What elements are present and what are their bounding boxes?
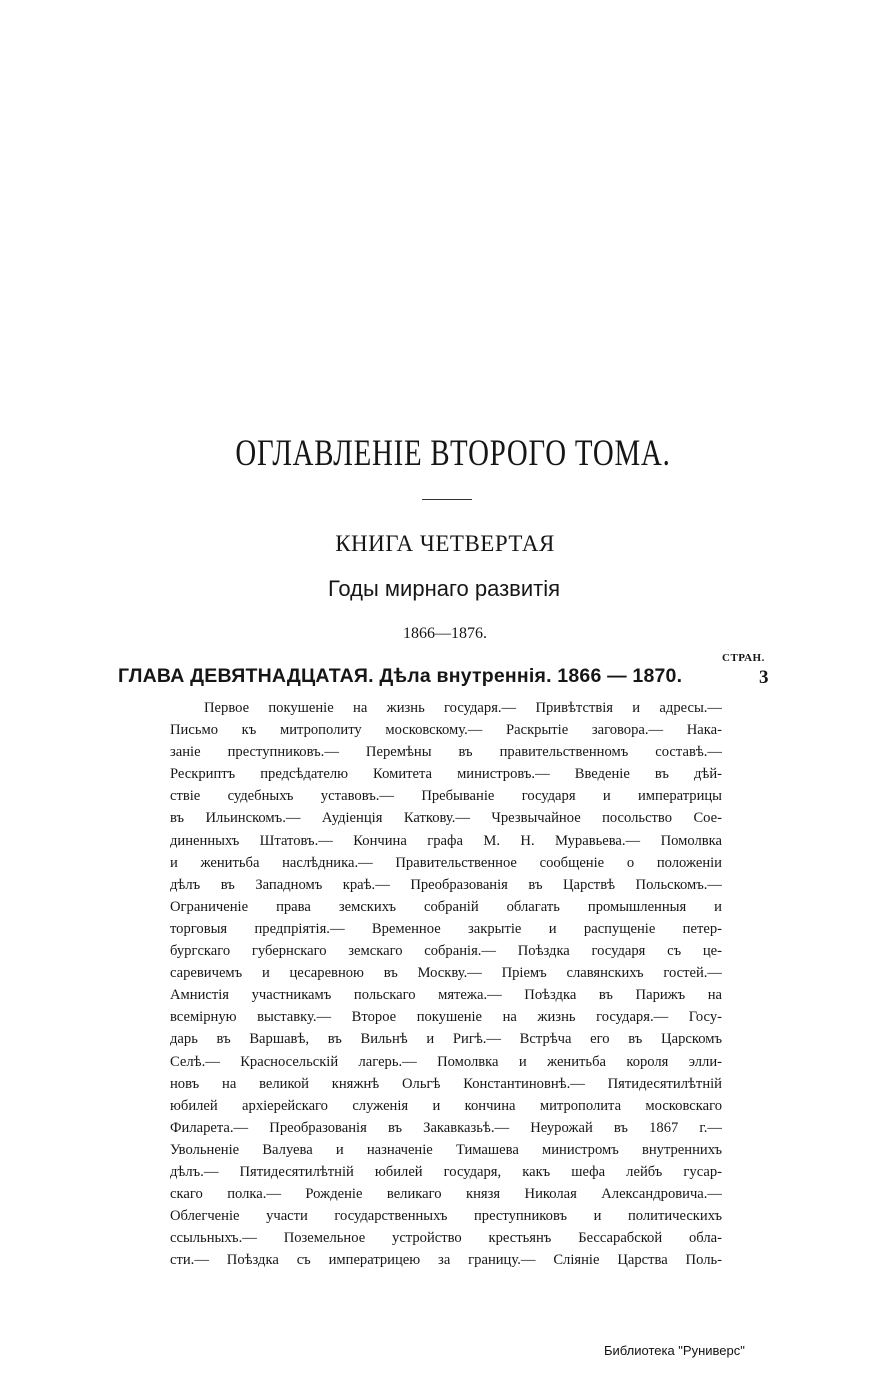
- library-credit: Библиотека "Руниверс": [604, 1343, 745, 1358]
- summary-line: Ограниченіе права земскихъ собраній облагать промышленныя и: [170, 898, 722, 915]
- volume-contents-title: ОГЛАВЛЕНІЕ ВТОРОГО ТОМА.: [235, 433, 671, 474]
- book-title: КНИГА ЧЕТВЕРТАЯ: [335, 531, 555, 556]
- chapter-heading: ГЛАВА ДЕВЯТНАДЦАТАЯ. Дѣла внутреннія. 1866 — 1870.: [118, 665, 683, 687]
- summary-line: Увольненіе Валуева и назначеніе Тимашева министромъ внутреннихъ: [170, 1141, 722, 1158]
- summary-line: Письмо къ митрополиту московскому.— Раскрытіе заговора.— Нака-: [170, 722, 722, 739]
- summary-line: Филарета.— Преобразованія въ Закавказьѣ.— Неурожай въ 1867 г.—: [170, 1119, 722, 1136]
- summary-line: всемірную выставку.— Второе покушеніе на жизнь государя.— Госу-: [170, 1009, 722, 1026]
- summary-line: саревичемъ и цесаревною въ Москву.— Пріемъ славянскихъ гостей.—: [170, 965, 722, 982]
- summary-line: новъ на великой княжнѣ Ольгѣ Константиновнѣ.— Пятидесятилѣтній: [170, 1075, 722, 1092]
- book-years: 1866—1876.: [403, 625, 487, 642]
- summary-line: дѣлъ.— Пятидесятилѣтній юбилей государя, какъ шефа лейбъ гусар-: [170, 1163, 722, 1180]
- summary-line: Первое покушеніе на жизнь государя.— Привѣтствія и адресы.—: [204, 700, 722, 716]
- title-divider: [422, 499, 472, 500]
- chapter-summary: [170, 697, 722, 1271]
- summary-line: бургскаго губернскаго земскаго собранія.— Поѣздка государя съ це-: [170, 943, 722, 960]
- summary-line: Рескриптъ предсѣдателю Комитета министровъ.— Введеніе въ дѣй-: [170, 766, 722, 783]
- summary-line: и женитьба наслѣдника.— Правительственное сообщеніе о положеніи: [170, 854, 722, 871]
- summary-line: дѣлъ въ Западномъ краѣ.— Преобразованія въ Царствѣ Польскомъ.—: [170, 876, 722, 893]
- book-subtitle: Годы мирнаго развитія: [327, 576, 561, 601]
- summary-line: ствіе судебныхъ уставовъ.— Пребываніе государя и императрицы: [170, 788, 722, 805]
- summary-line: Облегченіе участи государственныхъ преступниковъ и политическихъ: [170, 1208, 722, 1225]
- summary-line: юбилей архіерейскаго служенія и кончина митрополита московскаго: [170, 1097, 722, 1114]
- summary-line: Селѣ.— Красносельскій лагерь.— Помолвка и женитьба короля элли-: [170, 1053, 722, 1070]
- summary-line: торговыя предпріятія.— Временное закрытіе и распущеніе петер-: [170, 920, 722, 937]
- summary-line: ссыльныхъ.— Поземельное устройство крестьянъ Бессарабской обла-: [170, 1230, 722, 1247]
- summary-line: диненныхъ Штатовъ.— Кончина графа М. Н. Муравьева.— Помолвка: [170, 832, 722, 849]
- summary-line: скаго полка.— Рожденіе великаго князя Николая Александровича.—: [170, 1186, 722, 1203]
- page-column-label: СТРАН.: [722, 652, 765, 664]
- summary-line: въ Ильинскомъ.— Аудіенція Каткову.— Чрезвычайное посольство Сое-: [170, 810, 722, 827]
- summary-line: сти.— Поѣздка съ императрицею за границу.— Сліяніе Царства Поль-: [170, 1252, 722, 1269]
- summary-line: Амнистія участникамъ польскаго мятежа.— Поѣздка въ Парижъ на: [170, 987, 722, 1004]
- chapter-page-number: 3: [759, 667, 769, 688]
- summary-line: заніе преступниковъ.— Перемѣны въ правительственномъ составѣ.—: [170, 744, 722, 761]
- summary-line: дарь въ Варшавѣ, въ Вильнѣ и Ригѣ.— Встрѣча его въ Царскомъ: [170, 1031, 722, 1048]
